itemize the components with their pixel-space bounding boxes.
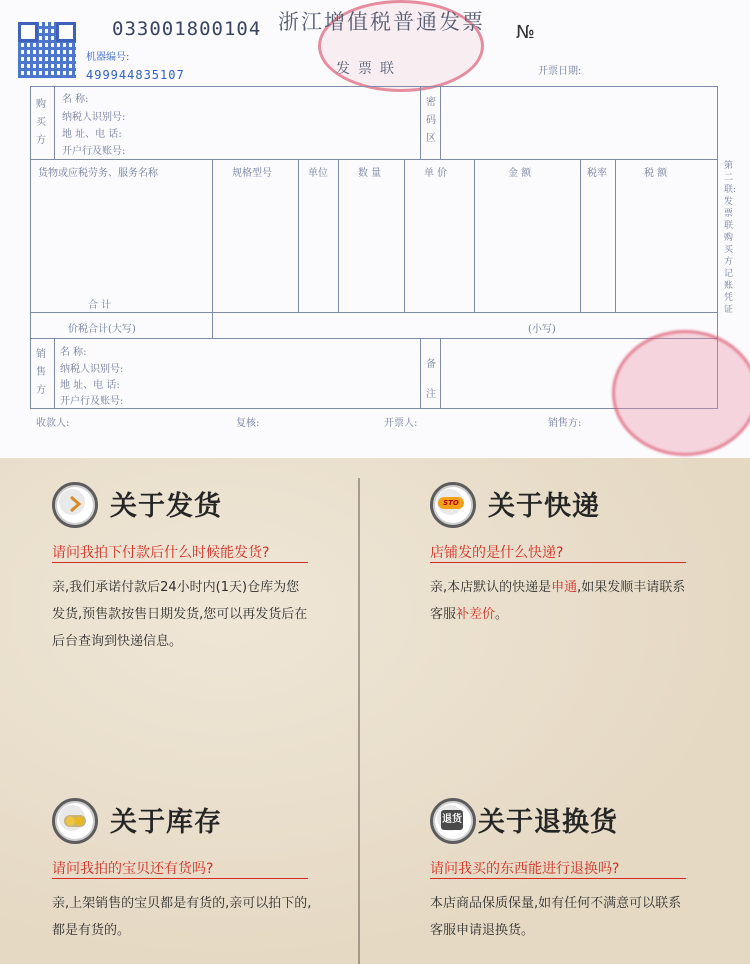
buyer-field-address: 地 址、电 话: [62,129,122,140]
courier-name: 申通 [551,580,578,595]
courier-rule [430,562,686,563]
col-spec: 规格型号 [232,168,272,179]
footer-seller: 销售方: [548,418,582,429]
footer-reviewer: 复核: [236,418,260,429]
small-amount-label: (小写) [528,324,556,335]
buyer-label: 购买方 [36,99,46,146]
qr-code [18,22,76,78]
footer-drawer: 开票人: [384,418,418,429]
buyer-field-taxid: 纳税人识别号: [62,112,126,123]
stock-title: 关于库存 [110,807,222,838]
invoice-image [0,0,750,458]
machine-number: 499944835107 [86,68,185,82]
courier-answer-mid: ,如果发顺丰请联系客服 [430,580,686,622]
faq-stock [52,798,392,958]
total-with-tax-label: 价税合计(大写) [68,324,136,335]
invoice-number-mark: № [516,22,535,43]
returns-title: 关于退换货 [478,807,618,838]
returns-answer: 本店商品保质保量,如有任何不满意可以联系客服申请退换货。 [430,896,682,938]
courier-question: 店铺发的是什么快递? [430,545,564,561]
note-label: 备注 [426,359,436,400]
total-label: 合 计 [88,300,112,311]
returns-question: 请问我买的东西能进行退换吗? [430,861,620,877]
shipping-question: 请问我拍下付款后什么时候能发货? [52,545,270,561]
stock-question: 请问我拍的宝贝还有货吗? [52,861,214,877]
seller-field-name: 名 称: [60,347,87,358]
col-tax-amount: 税 额 [644,168,668,179]
stock-rule [52,878,308,879]
blurred-seller-stamp [612,330,750,456]
seller-field-address: 地 址、电 话: [60,380,120,391]
seller-field-taxid: 纳税人识别号: [60,364,124,375]
goods-icon [52,798,98,844]
sto-logo-icon: STO [430,482,476,528]
stock-answer: 亲,上架销售的宝贝都是有货的,亲可以拍下的,都是有货的。 [52,896,312,938]
buyer-field-bank: 开户行及账号: [62,146,126,157]
courier-extra-fee: 补差价 [456,607,496,622]
invoice-copy-name: 发票联 [336,61,402,77]
col-quantity: 数 量 [358,168,382,179]
col-tax-rate: 税率 [587,168,607,179]
shipping-rule [52,562,308,563]
courier-answer [430,574,690,628]
col-unit-price: 单 价 [424,168,448,179]
courier-answer-pre: 亲,本店默认的快递是 [430,580,552,595]
seller-field-bank: 开户行及账号: [60,396,124,407]
shipping-title: 关于发货 [110,491,222,522]
col-unit: 单位 [308,168,328,179]
arrow-right-icon [52,482,98,528]
col-goods-name: 货物或应税劳务、服务名称 [38,168,158,179]
buyer-field-name: 名 称: [62,94,89,105]
machine-number-label: 机器编号: [86,52,130,63]
faq-shipping [52,482,392,682]
courier-answer-end: 。 [495,607,509,622]
side-note: 第二联:发票联 购买方记账凭证 [724,161,737,315]
seller-label: 销售方 [36,349,46,396]
invoice-code: 033001800104 [112,18,262,40]
courier-title: 关于快递 [488,491,600,522]
return-icon-text: 退货 [441,810,463,830]
invoice-title: 浙江增值税普通发票 [278,10,485,34]
col-amount: 金 额 [508,168,532,179]
faq-section [0,458,750,964]
footer-payee: 收款人: [36,418,70,429]
returns-rule [430,878,686,879]
faq-courier [430,482,750,682]
return-icon [430,798,476,844]
issue-date-label: 开票日期: [538,66,582,77]
faq-returns [430,798,750,958]
shipping-answer: 亲,我们承诺付款后24小时内(1天)仓库为您发货,预售款按售日期发货,您可以再发货后在后台查询到快递信息。 [52,580,308,649]
password-area-label: 密码区 [426,97,436,144]
